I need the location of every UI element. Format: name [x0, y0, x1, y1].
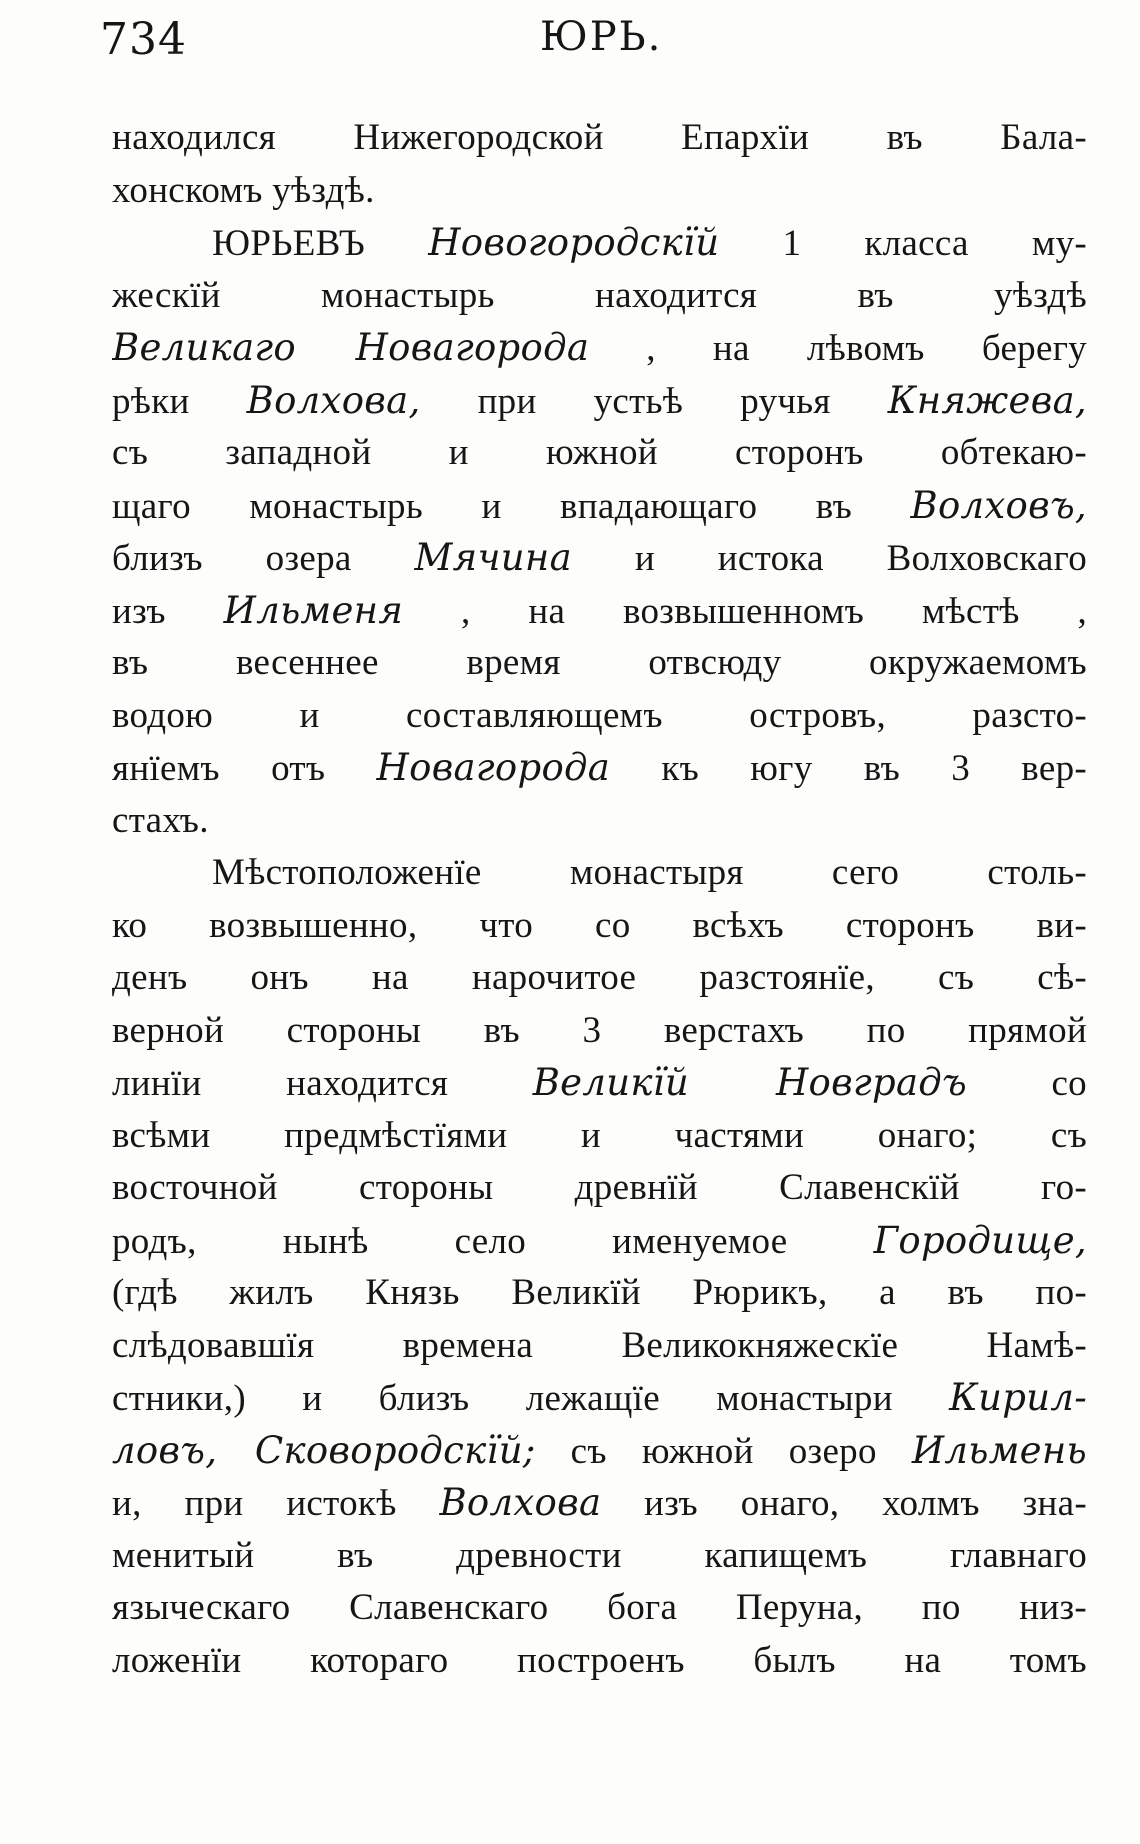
text-segment: ЮРЬЕВЪ — [212, 223, 429, 264]
text-line — [112, 1320, 1087, 1373]
text-line — [112, 480, 1087, 533]
text-segment: съ западной и южной сторонъ обтекаю- — [112, 432, 1087, 473]
page-number: 734 — [100, 14, 187, 65]
text-segment: изъ онаго, холмъ зна- — [601, 1483, 1087, 1524]
text-line — [112, 1530, 1087, 1583]
italic-name-text: Городище, — [873, 1218, 1087, 1262]
text-line — [112, 952, 1087, 1005]
text-segment: рѣки — [112, 380, 247, 422]
text-segment: при устьѣ ручья — [420, 380, 888, 422]
italic-name-text: Волхова — [439, 1481, 602, 1524]
text-line — [112, 1057, 1087, 1110]
text-segment: родъ, нынѣ село именуемое — [112, 1220, 874, 1262]
text-segment: слѣдовавшїя времена Великокняжескїе Намѣ- — [112, 1324, 1087, 1366]
text-segment: , на возвышенномъ мѣстѣ , — [403, 590, 1087, 632]
text-segment: денъ онъ на нарочитое разстоянїе, съ сѣ- — [112, 957, 1087, 998]
text-segment: верной стороны въ 3 верстахъ по прямой — [112, 1009, 1087, 1051]
text-line — [112, 1162, 1087, 1215]
text-line — [112, 900, 1087, 953]
text-segment: къ югу въ 3 вер- — [610, 748, 1087, 789]
text-segment: ложенїи котораго построенъ былъ на томъ — [112, 1639, 1087, 1681]
text-line — [112, 1215, 1087, 1268]
italic-name-text: Новагорода — [376, 746, 611, 789]
text-line — [112, 1110, 1087, 1163]
text-segment: 1 класса му- — [719, 223, 1087, 264]
text-segment: въ весеннее время отвсюду окружаемомъ — [112, 642, 1087, 683]
text-line — [112, 112, 1087, 165]
italic-name-text: Княжева, — [887, 378, 1087, 422]
text-segment: со — [967, 1063, 1087, 1104]
running-head: ЮРЬ. — [540, 14, 663, 60]
text-line — [112, 742, 1087, 795]
italic-name-text: Ильменя — [223, 588, 404, 632]
text-line — [112, 1267, 1087, 1320]
italic-name-text: Новогородскїй — [428, 221, 720, 264]
text-line — [112, 1477, 1087, 1530]
text-line — [112, 795, 1087, 848]
text-segment: стахъ. — [112, 799, 209, 841]
text-segment: линїи находится — [112, 1063, 533, 1104]
text-segment: стники,) и близъ лежащїе монастыри — [112, 1378, 950, 1419]
text-segment: янїемъ отъ — [112, 748, 377, 789]
text-line — [112, 165, 1087, 218]
text-line — [112, 1372, 1087, 1425]
italic-name-text: Кирил- — [949, 1376, 1087, 1419]
text-segment: съ южной озеро — [535, 1430, 912, 1472]
italic-name-text: Волховъ, — [910, 483, 1087, 527]
italic-name-text: Великаго Новагорода — [112, 326, 590, 369]
text-segment: жескїй монастырь находится въ уѣздѣ — [112, 274, 1087, 316]
text-line — [112, 375, 1087, 428]
text-segment: (гдѣ жилъ Князь Великїй Рюрикъ, а въ по- — [112, 1272, 1087, 1313]
italic-name-text: Мячина — [414, 536, 572, 579]
italic-name-text: Великїй Новградъ — [532, 1061, 968, 1104]
text-segment: находился Нижегородской Епархїи въ Бала- — [112, 117, 1087, 158]
text-segment: и истока Волховскаго — [571, 538, 1087, 579]
text-segment: щаго монастырь и впадающаго въ — [112, 485, 911, 527]
text-segment: и, при истокѣ — [112, 1483, 440, 1524]
text-segment: ко возвышенно, что со всѣхъ сторонъ ви- — [112, 904, 1087, 946]
text-line — [112, 847, 1087, 900]
text-line — [112, 585, 1087, 638]
text-line — [112, 270, 1087, 323]
text-segment: хонскомъ уѣздѣ. — [112, 169, 375, 211]
text-line — [112, 322, 1087, 375]
text-line — [112, 690, 1087, 743]
text-segment: восточной стороны древнїй Славенскїй го- — [112, 1167, 1087, 1208]
text-segment: всѣми предмѣстїями и частями онаго; съ — [112, 1114, 1087, 1156]
text-segment: Мѣстоположенїе монастыря сего столь- — [212, 852, 1087, 893]
text-segment: , на лѣвомъ берегу — [589, 328, 1087, 369]
italic-name-text: ловъ, Сковородскїй; — [112, 1428, 536, 1472]
text-line — [112, 1582, 1087, 1635]
italic-name-text: Волхова, — [246, 378, 421, 422]
text-segment: водою и составляющемъ островъ, разсто- — [112, 694, 1087, 736]
text-line — [112, 1005, 1087, 1058]
body-text — [112, 112, 1087, 1687]
text-segment: близъ озера — [112, 538, 415, 579]
text-line — [112, 1635, 1087, 1688]
text-line — [112, 532, 1087, 585]
text-segment: изъ — [112, 590, 224, 632]
italic-name-text: Ильмень — [911, 1428, 1087, 1472]
text-line — [112, 637, 1087, 690]
page-header — [100, 14, 1090, 74]
text-segment: языческаго Славенскаго бога Перуна, по низ- — [112, 1587, 1087, 1628]
text-line — [112, 217, 1087, 270]
text-line — [112, 1425, 1087, 1478]
text-segment: менитый въ древности капищемъ главнаго — [112, 1534, 1087, 1576]
text-line — [112, 427, 1087, 480]
